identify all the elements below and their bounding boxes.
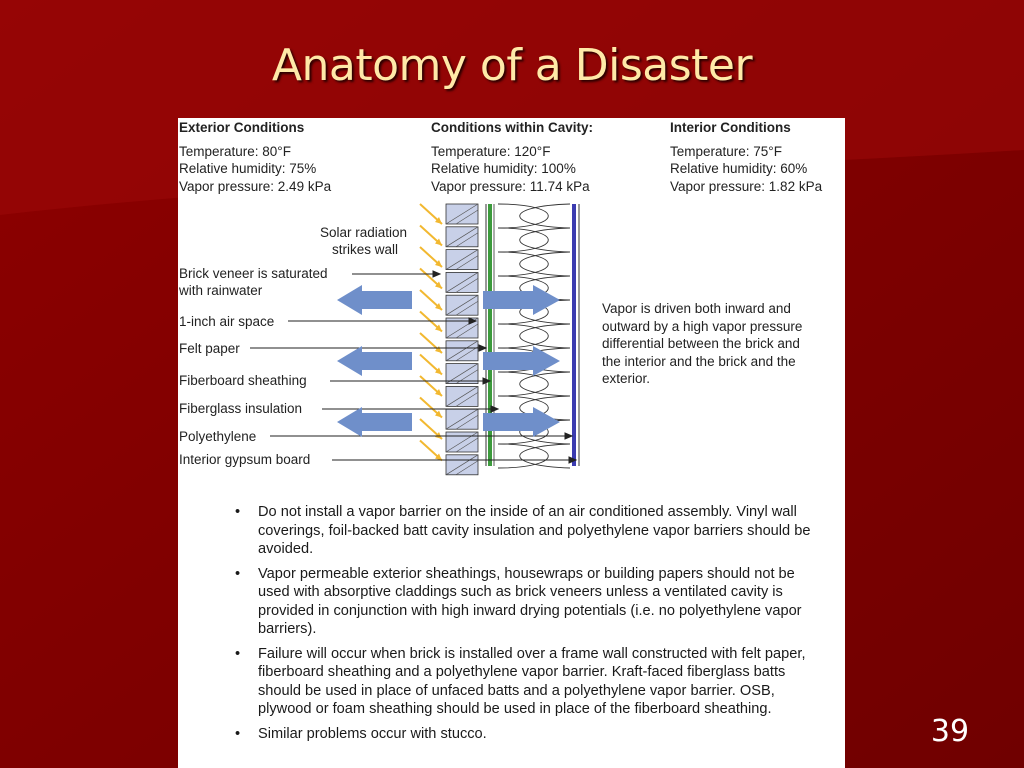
exterior-heading: Exterior Conditions [179, 120, 305, 135]
leader-arrowhead [479, 345, 486, 351]
vapor-arrow-outward [337, 285, 412, 315]
interior-temperature: Temperature: 75°F [670, 143, 782, 159]
vapor-note [602, 300, 802, 388]
solar-label-line2: strikes wall [332, 242, 399, 257]
solar-rays [420, 204, 442, 461]
leader-arrowhead [491, 406, 498, 412]
vapor-arrow-outward [337, 407, 412, 437]
list-item: • Failure will occur when brick is installed over a frame wall constructed with felt paper, fiberboard sheathing and a polyethylene vapor barrier. Kraft-faced fiberglass batts should be used in place of unfaced batts and a polyethylene vapor barrier. OSB, plywood or foam sheathing should be used in place of the fiberboard sheathing. [233, 645, 823, 719]
recommendations-list [233, 503, 823, 749]
vapor-arrow-inward [483, 346, 560, 376]
cavity-heading: Conditions within Cavity: [431, 120, 593, 135]
polyethylene-label: Polyethylene [179, 429, 257, 444]
brick-label-line2: with rainwater [179, 283, 263, 298]
vapor-note-line: exterior. [602, 371, 651, 386]
brick-label-line1: Brick veneer is saturated [179, 266, 328, 281]
interior-vapor: Vapor pressure: 1.82 kPa [670, 178, 823, 194]
page-number: 39 [930, 714, 970, 749]
cavity-temperature: Temperature: 120°F [431, 143, 551, 159]
list-item: • Do not install a vapor barrier on the inside of an air conditioned assembly. Vinyl wall coverings, foil-backed batt cavity insulation and polyethylene vapor barriers should be avoided. [233, 503, 823, 559]
fiberglass-label: Fiberglass insulation [179, 401, 303, 416]
cavity-humidity: Relative humidity: 100% [431, 161, 576, 176]
exterior-humidity: Relative humidity: 75% [179, 161, 317, 176]
cavity-vapor: Vapor pressure: 11.74 kPa [431, 178, 590, 194]
slide-title: Anatomy of a Disaster [271, 40, 753, 91]
vapor-arrow-inward [483, 285, 560, 315]
list-item: • Similar problems occur with stucco. [233, 725, 823, 744]
exterior-vapor: Vapor pressure: 2.49 kPa [179, 178, 332, 194]
list-item: • Vapor permeable exterior sheathings, housewraps or building papers should not be used with absorptive claddings such as brick veneers unless a ventilated cavity is provided in conjunction with high inward drying potentials (i.e. no polyethylene vapor barriers). [233, 565, 823, 639]
exterior-temperature: Temperature: 80°F [179, 143, 291, 159]
leader-arrowhead [565, 433, 572, 439]
air-space-label: 1-inch air space [179, 314, 275, 329]
gypsum-label: Interior gypsum board [179, 452, 311, 467]
brick-veneer [446, 204, 478, 475]
solar-label-line1: Solar radiation [320, 225, 408, 240]
vapor-note-line: Vapor is driven both inward and [602, 301, 791, 316]
leader-arrowhead [433, 271, 440, 277]
vapor-note-line: the interior and the brick and the [602, 353, 796, 369]
fiberboard-label: Fiberboard sheathing [179, 373, 307, 388]
vapor-note-line: differential between the brick and [602, 336, 800, 351]
vapor-note-line: outward by a high vapor pressure [602, 318, 803, 334]
interior-humidity: Relative humidity: 60% [670, 161, 808, 176]
interior-heading: Interior Conditions [670, 120, 791, 135]
polyethylene-layer [572, 204, 576, 466]
vapor-arrow-outward [337, 346, 412, 376]
felt-paper-label: Felt paper [179, 341, 240, 356]
